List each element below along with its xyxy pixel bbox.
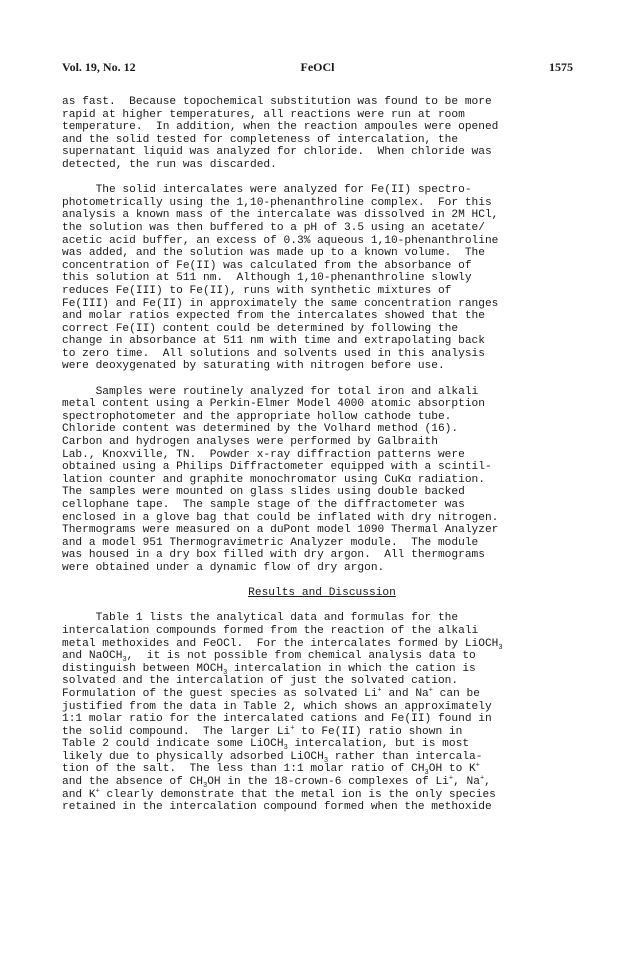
results-line: intercalation compounds formed from the reaction of the alkali [62,624,479,637]
results-line: metal methoxides and FeOCl. For the intercalates formed by LiOCH$_3$ [62,637,503,652]
paragraph-reaction-conditions: as fast. Because topochemical substitution was found to be more rapid at higher temperatures, all reactions were run at room temperature. In addition, when the reaction ampoules were opened and the solid tested for completeness of intercalation, the supernatant liquid was analyzed for chloride. When chloride was detected, the run was discarded. [62,96,499,171]
paragraph-fe-analysis: The solid intercalates were analyzed for Fe(II) spectro- photometrically using the 1,10-phenanthroline complex. For this analysis a known mass of the intercalate was dissolved in 2M HCl, the solution was then buffered to a pH of 3.5 using an acetate/ acetic acid buffer, an excess of 0.3% aqueous 1,10-phenanthroline was added, and the solution was made up to a known volume. The concentration of Fe(II) was calculated from the absorbance of this solution at 511 nm. Although 1,10-phenanthroline slowly reduces Fe(III) to Fe(II), runs with synthetic mixtures of Fe(III) and Fe(II) in approximately the same concentration ranges and molar ratios expected from the intercalates showed that the correct Fe(II) content could be determined by following the change in absorbance at 511 nm with time and extrapolating back to zero time. All solutions and solvents used in this analysis were deoxygenated by saturating with nitrogen before use. [62,184,499,373]
results-line: tion of the salt. The less than 1:1 molar ratio of $CH_3OH$ to K+ [62,761,480,778]
paragraph-results [62,612,582,814]
results-line: Table 1 lists the analytical data and formulas for the [62,612,459,625]
section-heading-text: Results and Discussion [248,587,396,600]
volume-issue: Vol. 19, No. 12 [62,60,136,74]
section-heading [62,587,582,600]
results-line: 1:1 molar ratio for the intercalated cations and Fe(II) found in [62,713,492,726]
results-line: Table 2 could indicate some LiOCH$_3$ intercalation, but is most [62,738,470,753]
results-line: Formulation of the guest species as solvated Li+ and Na+ can be [62,686,480,700]
results-line: and K+ clearly demonstrate that the metal ion is the only species [62,786,496,801]
results-line: and the absence of $CH_3OH$ in the 18-crown-6 complexes of Li+, Na+, [62,774,491,791]
running-title: FeOCl [300,60,335,74]
running-header [62,60,573,76]
body-text [62,96,582,826]
paragraph-instrumentation: Samples were routinely analyzed for total iron and alkali metal content using a Perkin-Elmer Model 4000 atomic absorption spectrophotometer and the appropriate hollow cathode tube. Chloride content was determined by the Volhard method (16). Carbon and hydrogen analyses were performed by Galbraith Lab., Knoxville, TN. Powder x-ray diffraction patterns were obtained using a Philips Diffractometer equipped with a scintil- lation counter and graphite monochromator using CuKα radiation. The samples were mounted on glass slides using double backed cellophane tape. The sample stage of the diffractometer was enclosed in a glove bag that could be inflated with dry nitrogen. Thermograms were measured on a duPont model 1090 Thermal Analyzer and a model 951 Thermogravimetric Analyzer module. The module was housed in a dry box filled with dry argon. All thermograms were obtained under a dynamic flow of dry argon. [62,385,499,574]
results-line: and NaOCH$_3$, it is not possible from chemical analysis data to [62,650,476,665]
results-line: distinguish between $MOCH_3$ intercalation in which the cation is [62,662,476,677]
results-line: solvated and the intercalation of just the solvated cation. [62,675,459,688]
results-line: the solid compound. The larger Li+ to Fe(II) ratio shown in [62,723,463,738]
page-number: 1575 [549,60,573,74]
results-line: justified from the data in Table 2, which shows an approximately [62,700,492,713]
results-line: likely due to physically adsorbed LiOCH$_3$ rather than intercala- [62,750,483,766]
results-line: retained in the intercalation compound formed when the methoxide [62,801,492,814]
